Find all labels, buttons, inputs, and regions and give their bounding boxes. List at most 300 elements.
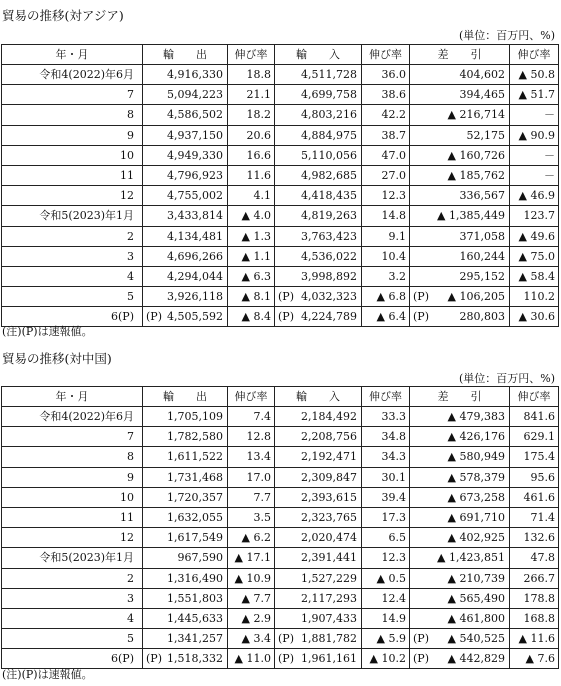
imports-prelim-mark bbox=[275, 487, 292, 507]
balance-growth: ▲ 58.4 bbox=[510, 266, 559, 286]
balance-value: ▲ 461,800 bbox=[427, 608, 510, 628]
imports-value: 4,511,728 bbox=[292, 65, 362, 85]
header-imports-growth: 伸び率 bbox=[362, 45, 410, 65]
balance-value: ▲ 185,762 bbox=[427, 165, 510, 185]
exports-prelim-mark bbox=[143, 447, 160, 467]
balance-value: 295,152 bbox=[427, 266, 510, 286]
imports-value: 4,699,758 bbox=[292, 85, 362, 105]
imports-growth: 34.3 bbox=[362, 447, 410, 467]
imports-value: 4,884,975 bbox=[292, 125, 362, 145]
row-period: 令和5(2023)年1月 bbox=[2, 548, 143, 568]
exports-value: 4,586,502 bbox=[160, 105, 228, 125]
exports-value: 967,590 bbox=[160, 548, 228, 568]
imports-value: 4,224,789 bbox=[292, 307, 362, 327]
imports-growth: ▲ 5.9 bbox=[362, 629, 410, 649]
row-period: 7 bbox=[2, 85, 143, 105]
exports-prelim-mark bbox=[143, 246, 160, 266]
balance-value: 336,567 bbox=[427, 186, 510, 206]
exports-value: 4,937,150 bbox=[160, 125, 228, 145]
exports-value: 1,720,357 bbox=[160, 487, 228, 507]
imports-value: 4,032,323 bbox=[292, 287, 362, 307]
imports-value: 3,763,423 bbox=[292, 226, 362, 246]
imports-growth: 3.2 bbox=[362, 266, 410, 286]
exports-value: 4,505,592 bbox=[160, 307, 228, 327]
balance-growth: 95.6 bbox=[510, 467, 559, 487]
imports-growth: 6.5 bbox=[362, 528, 410, 548]
balance-value: 394,465 bbox=[427, 85, 510, 105]
row-period: 令和4(2022)年6月 bbox=[2, 65, 143, 85]
imports-growth: ▲ 6.4 bbox=[362, 307, 410, 327]
china-table-body bbox=[2, 407, 559, 669]
balance-value: ▲ 106,205 bbox=[427, 287, 510, 307]
asia-title: 貿易の推移(対アジア) bbox=[2, 8, 124, 23]
exports-prelim-mark: (P) bbox=[143, 649, 160, 669]
table-row bbox=[2, 467, 559, 487]
header-imports-growth: 伸び率 bbox=[362, 387, 410, 407]
header-row bbox=[2, 387, 559, 407]
imports-prelim-mark: (P) bbox=[275, 649, 292, 669]
balance-value: ▲ 426,176 bbox=[427, 427, 510, 447]
table-row bbox=[2, 608, 559, 628]
imports-growth: ▲ 6.8 bbox=[362, 287, 410, 307]
imports-prelim-mark bbox=[275, 226, 292, 246]
balance-growth: ▲ 46.9 bbox=[510, 186, 559, 206]
exports-growth: ▲ 8.4 bbox=[228, 307, 275, 327]
exports-prelim-mark bbox=[143, 528, 160, 548]
exports-growth: ▲ 11.0 bbox=[228, 649, 275, 669]
row-period: 5 bbox=[2, 629, 143, 649]
balance-value: ▲ 442,829 bbox=[427, 649, 510, 669]
exports-value: 4,134,481 bbox=[160, 226, 228, 246]
table-row bbox=[2, 65, 559, 85]
balance-prelim-mark: (P) bbox=[410, 629, 427, 649]
balance-growth: ▲ 75.0 bbox=[510, 246, 559, 266]
exports-value: 1,731,468 bbox=[160, 467, 228, 487]
balance-growth: － bbox=[510, 165, 559, 185]
exports-prelim-mark bbox=[143, 186, 160, 206]
balance-value: ▲ 479,383 bbox=[427, 407, 510, 427]
imports-value: 4,803,216 bbox=[292, 105, 362, 125]
imports-growth: ▲ 10.2 bbox=[362, 649, 410, 669]
imports-value: 1,907,433 bbox=[292, 608, 362, 628]
exports-value: 1,445,633 bbox=[160, 608, 228, 628]
exports-prelim-mark bbox=[143, 588, 160, 608]
row-period: 11 bbox=[2, 165, 143, 185]
table-row bbox=[2, 629, 559, 649]
imports-value: 1,961,161 bbox=[292, 649, 362, 669]
balance-prelim-mark bbox=[410, 588, 427, 608]
balance-prelim-mark bbox=[410, 528, 427, 548]
imports-prelim-mark bbox=[275, 266, 292, 286]
exports-growth: 18.2 bbox=[228, 105, 275, 125]
exports-prelim-mark bbox=[143, 287, 160, 307]
exports-growth: ▲ 17.1 bbox=[228, 548, 275, 568]
row-period: 2 bbox=[2, 226, 143, 246]
imports-growth: 9.1 bbox=[362, 226, 410, 246]
table-row bbox=[2, 528, 559, 548]
imports-value: 2,208,756 bbox=[292, 427, 362, 447]
imports-growth: 17.3 bbox=[362, 507, 410, 527]
table-row bbox=[2, 447, 559, 467]
imports-growth: 27.0 bbox=[362, 165, 410, 185]
table-row bbox=[2, 266, 559, 286]
balance-growth: ▲ 90.9 bbox=[510, 125, 559, 145]
imports-prelim-mark bbox=[275, 246, 292, 266]
table-row bbox=[2, 105, 559, 125]
row-period: 7 bbox=[2, 427, 143, 447]
exports-value: 4,696,266 bbox=[160, 246, 228, 266]
imports-prelim-mark bbox=[275, 528, 292, 548]
row-period: 2 bbox=[2, 568, 143, 588]
table-row bbox=[2, 226, 559, 246]
balance-prelim-mark bbox=[410, 105, 427, 125]
imports-value: 3,998,892 bbox=[292, 266, 362, 286]
exports-growth: 7.7 bbox=[228, 487, 275, 507]
asia-table-body bbox=[2, 65, 559, 327]
imports-growth: 42.2 bbox=[362, 105, 410, 125]
exports-growth: 20.6 bbox=[228, 125, 275, 145]
balance-prelim-mark bbox=[410, 467, 427, 487]
exports-growth: 13.4 bbox=[228, 447, 275, 467]
balance-value: ▲ 540,525 bbox=[427, 629, 510, 649]
balance-growth: 71.4 bbox=[510, 507, 559, 527]
row-period: 8 bbox=[2, 447, 143, 467]
balance-value: 52,175 bbox=[427, 125, 510, 145]
exports-value: 1,518,332 bbox=[160, 649, 228, 669]
exports-growth: 4.1 bbox=[228, 186, 275, 206]
exports-growth: ▲ 10.9 bbox=[228, 568, 275, 588]
imports-prelim-mark bbox=[275, 608, 292, 628]
balance-prelim-mark bbox=[410, 165, 427, 185]
balance-value: 160,244 bbox=[427, 246, 510, 266]
imports-growth: 10.4 bbox=[362, 246, 410, 266]
imports-prelim-mark bbox=[275, 145, 292, 165]
balance-value: 404,602 bbox=[427, 65, 510, 85]
exports-prelim-mark bbox=[143, 467, 160, 487]
exports-growth: ▲ 6.2 bbox=[228, 528, 275, 548]
row-period: 3 bbox=[2, 588, 143, 608]
imports-value: 1,527,229 bbox=[292, 568, 362, 588]
header-row bbox=[2, 45, 559, 65]
table-row bbox=[2, 568, 559, 588]
exports-growth: ▲ 3.4 bbox=[228, 629, 275, 649]
exports-prelim-mark bbox=[143, 145, 160, 165]
imports-prelim-mark bbox=[275, 467, 292, 487]
imports-value: 2,393,615 bbox=[292, 487, 362, 507]
header-imports: 輸 入 bbox=[275, 45, 362, 65]
exports-value: 1,705,109 bbox=[160, 407, 228, 427]
exports-growth: ▲ 2.9 bbox=[228, 608, 275, 628]
exports-value: 1,551,803 bbox=[160, 588, 228, 608]
table-row bbox=[2, 487, 559, 507]
exports-value: 4,916,330 bbox=[160, 65, 228, 85]
table-row bbox=[2, 125, 559, 145]
row-period: 9 bbox=[2, 467, 143, 487]
header-balance: 差 引 bbox=[410, 45, 510, 65]
header-balance-growth: 伸び率 bbox=[510, 387, 559, 407]
row-period: 令和4(2022)年6月 bbox=[2, 407, 143, 427]
exports-prelim-mark bbox=[143, 125, 160, 145]
header-exports-growth: 伸び率 bbox=[228, 45, 275, 65]
balance-prelim-mark bbox=[410, 487, 427, 507]
row-period: 11 bbox=[2, 507, 143, 527]
exports-prelim-mark bbox=[143, 105, 160, 125]
balance-prelim-mark bbox=[410, 246, 427, 266]
exports-prelim-mark bbox=[143, 507, 160, 527]
imports-growth: ▲ 0.5 bbox=[362, 568, 410, 588]
imports-value: 2,184,492 bbox=[292, 407, 362, 427]
exports-growth: 3.5 bbox=[228, 507, 275, 527]
balance-growth: 110.2 bbox=[510, 287, 559, 307]
imports-growth: 33.3 bbox=[362, 407, 410, 427]
exports-value: 4,755,002 bbox=[160, 186, 228, 206]
table-row bbox=[2, 186, 559, 206]
row-period: 3 bbox=[2, 246, 143, 266]
balance-prelim-mark bbox=[410, 608, 427, 628]
balance-value: ▲ 691,710 bbox=[427, 507, 510, 527]
balance-value: 280,803 bbox=[427, 307, 510, 327]
exports-growth: 21.1 bbox=[228, 85, 275, 105]
balance-value: ▲ 565,490 bbox=[427, 588, 510, 608]
imports-prelim-mark bbox=[275, 105, 292, 125]
balance-growth: ▲ 30.6 bbox=[510, 307, 559, 327]
balance-growth: 168.8 bbox=[510, 608, 559, 628]
exports-prelim-mark bbox=[143, 487, 160, 507]
table-row bbox=[2, 548, 559, 568]
imports-growth: 34.8 bbox=[362, 427, 410, 447]
balance-prelim-mark bbox=[410, 206, 427, 226]
balance-growth: 266.7 bbox=[510, 568, 559, 588]
balance-prelim-mark: (P) bbox=[410, 649, 427, 669]
balance-growth: 178.8 bbox=[510, 588, 559, 608]
row-period: 5 bbox=[2, 287, 143, 307]
imports-value: 4,819,263 bbox=[292, 206, 362, 226]
exports-growth: ▲ 4.0 bbox=[228, 206, 275, 226]
balance-growth: － bbox=[510, 145, 559, 165]
imports-growth: 14.8 bbox=[362, 206, 410, 226]
header-period: 年・月 bbox=[2, 45, 143, 65]
exports-prelim-mark bbox=[143, 407, 160, 427]
imports-prelim-mark: (P) bbox=[275, 287, 292, 307]
exports-value: 3,926,118 bbox=[160, 287, 228, 307]
exports-growth: 18.8 bbox=[228, 65, 275, 85]
balance-prelim-mark bbox=[410, 226, 427, 246]
balance-growth: ▲ 11.6 bbox=[510, 629, 559, 649]
exports-value: 4,796,923 bbox=[160, 165, 228, 185]
header-balance-growth: 伸び率 bbox=[510, 45, 559, 65]
exports-growth: 16.6 bbox=[228, 145, 275, 165]
exports-prelim-mark bbox=[143, 165, 160, 185]
balance-growth: 175.4 bbox=[510, 447, 559, 467]
balance-growth: 461.6 bbox=[510, 487, 559, 507]
balance-prelim-mark bbox=[410, 447, 427, 467]
balance-growth: 123.7 bbox=[510, 206, 559, 226]
imports-prelim-mark bbox=[275, 125, 292, 145]
exports-prelim-mark bbox=[143, 206, 160, 226]
imports-prelim-mark bbox=[275, 548, 292, 568]
exports-value: 1,341,257 bbox=[160, 629, 228, 649]
balance-prelim-mark bbox=[410, 427, 427, 447]
balance-growth: 629.1 bbox=[510, 427, 559, 447]
row-period: 12 bbox=[2, 186, 143, 206]
table-row bbox=[2, 287, 559, 307]
imports-value: 5,110,056 bbox=[292, 145, 362, 165]
balance-prelim-mark bbox=[410, 65, 427, 85]
imports-prelim-mark bbox=[275, 85, 292, 105]
balance-growth: 841.6 bbox=[510, 407, 559, 427]
row-period: 12 bbox=[2, 528, 143, 548]
exports-prelim-mark: (P) bbox=[143, 307, 160, 327]
imports-growth: 38.6 bbox=[362, 85, 410, 105]
balance-growth: ▲ 50.8 bbox=[510, 65, 559, 85]
balance-growth: ▲ 7.6 bbox=[510, 649, 559, 669]
table-row bbox=[2, 145, 559, 165]
balance-prelim-mark bbox=[410, 125, 427, 145]
balance-prelim-mark bbox=[410, 266, 427, 286]
imports-growth: 39.4 bbox=[362, 487, 410, 507]
balance-prelim-mark: (P) bbox=[410, 307, 427, 327]
header-exports-growth: 伸び率 bbox=[228, 387, 275, 407]
balance-value: ▲ 216,714 bbox=[427, 105, 510, 125]
exports-value: 4,294,044 bbox=[160, 266, 228, 286]
china-trade-table bbox=[1, 386, 559, 669]
balance-value: ▲ 210,739 bbox=[427, 568, 510, 588]
exports-growth: 11.6 bbox=[228, 165, 275, 185]
exports-prelim-mark bbox=[143, 266, 160, 286]
table-row bbox=[2, 246, 559, 266]
exports-prelim-mark bbox=[143, 65, 160, 85]
imports-prelim-mark: (P) bbox=[275, 629, 292, 649]
exports-growth: ▲ 8.1 bbox=[228, 287, 275, 307]
row-period: 6(P) bbox=[2, 649, 143, 669]
balance-prelim-mark bbox=[410, 548, 427, 568]
exports-value: 5,094,223 bbox=[160, 85, 228, 105]
asia-trade-table bbox=[1, 44, 559, 327]
row-period: 10 bbox=[2, 487, 143, 507]
imports-growth: 47.0 bbox=[362, 145, 410, 165]
row-period: 6(P) bbox=[2, 307, 143, 327]
exports-growth: 7.4 bbox=[228, 407, 275, 427]
header-exports: 輸 出 bbox=[143, 387, 228, 407]
imports-value: 2,391,441 bbox=[292, 548, 362, 568]
exports-value: 1,316,490 bbox=[160, 568, 228, 588]
row-period: 4 bbox=[2, 608, 143, 628]
table-row bbox=[2, 588, 559, 608]
imports-growth: 14.9 bbox=[362, 608, 410, 628]
balance-prelim-mark: (P) bbox=[410, 287, 427, 307]
table-row bbox=[2, 427, 559, 447]
china-title: 貿易の推移(対中国) bbox=[2, 351, 112, 366]
balance-value: 371,058 bbox=[427, 226, 510, 246]
asia-unit: (単位：百万円、%) bbox=[458, 29, 555, 42]
row-period: 令和5(2023)年1月 bbox=[2, 206, 143, 226]
imports-prelim-mark bbox=[275, 407, 292, 427]
exports-value: 1,782,580 bbox=[160, 427, 228, 447]
header-period: 年・月 bbox=[2, 387, 143, 407]
imports-value: 4,418,435 bbox=[292, 186, 362, 206]
table-row bbox=[2, 407, 559, 427]
imports-prelim-mark: (P) bbox=[275, 307, 292, 327]
exports-prelim-mark bbox=[143, 608, 160, 628]
exports-prelim-mark bbox=[143, 568, 160, 588]
exports-value: 3,433,814 bbox=[160, 206, 228, 226]
balance-growth: ▲ 49.6 bbox=[510, 226, 559, 246]
row-period: 9 bbox=[2, 125, 143, 145]
balance-growth: ▲ 51.7 bbox=[510, 85, 559, 105]
exports-value: 1,611,522 bbox=[160, 447, 228, 467]
imports-value: 2,192,471 bbox=[292, 447, 362, 467]
balance-prelim-mark bbox=[410, 568, 427, 588]
row-period: 8 bbox=[2, 105, 143, 125]
imports-value: 2,117,293 bbox=[292, 588, 362, 608]
balance-value: ▲ 578,379 bbox=[427, 467, 510, 487]
table-row bbox=[2, 206, 559, 226]
balance-prelim-mark bbox=[410, 186, 427, 206]
balance-value: ▲ 1,385,449 bbox=[427, 206, 510, 226]
table-row bbox=[2, 85, 559, 105]
exports-growth: ▲ 1.1 bbox=[228, 246, 275, 266]
exports-growth: ▲ 7.7 bbox=[228, 588, 275, 608]
balance-prelim-mark bbox=[410, 507, 427, 527]
header-balance: 差 引 bbox=[410, 387, 510, 407]
table-row bbox=[2, 507, 559, 527]
exports-growth: ▲ 6.3 bbox=[228, 266, 275, 286]
imports-value: 4,536,022 bbox=[292, 246, 362, 266]
imports-value: 2,020,474 bbox=[292, 528, 362, 548]
imports-growth: 12.3 bbox=[362, 186, 410, 206]
balance-value: ▲ 1,423,851 bbox=[427, 548, 510, 568]
imports-growth: 38.7 bbox=[362, 125, 410, 145]
imports-prelim-mark bbox=[275, 427, 292, 447]
balance-value: ▲ 580,949 bbox=[427, 447, 510, 467]
balance-growth: 132.6 bbox=[510, 528, 559, 548]
imports-prelim-mark bbox=[275, 588, 292, 608]
balance-prelim-mark bbox=[410, 85, 427, 105]
imports-prelim-mark bbox=[275, 507, 292, 527]
imports-value: 2,309,847 bbox=[292, 467, 362, 487]
row-period: 10 bbox=[2, 145, 143, 165]
balance-value: ▲ 402,925 bbox=[427, 528, 510, 548]
table-row bbox=[2, 165, 559, 185]
exports-value: 1,632,055 bbox=[160, 507, 228, 527]
imports-value: 2,323,765 bbox=[292, 507, 362, 527]
exports-prelim-mark bbox=[143, 85, 160, 105]
imports-value: 1,881,782 bbox=[292, 629, 362, 649]
header-imports: 輸 入 bbox=[275, 387, 362, 407]
header-exports: 輸 出 bbox=[143, 45, 228, 65]
china-note: (注)(P)は速報値。 bbox=[2, 668, 93, 681]
imports-growth: 12.3 bbox=[362, 548, 410, 568]
asia-note: (注)(P)は速報値。 bbox=[2, 325, 93, 338]
imports-prelim-mark bbox=[275, 447, 292, 467]
balance-prelim-mark bbox=[410, 407, 427, 427]
exports-growth: ▲ 1.3 bbox=[228, 226, 275, 246]
imports-growth: 12.4 bbox=[362, 588, 410, 608]
exports-prelim-mark bbox=[143, 226, 160, 246]
balance-prelim-mark bbox=[410, 145, 427, 165]
china-unit: (単位：百万円、%) bbox=[458, 372, 555, 385]
imports-prelim-mark bbox=[275, 568, 292, 588]
exports-prelim-mark bbox=[143, 629, 160, 649]
imports-prelim-mark bbox=[275, 65, 292, 85]
imports-prelim-mark bbox=[275, 206, 292, 226]
exports-prelim-mark bbox=[143, 548, 160, 568]
exports-growth: 17.0 bbox=[228, 467, 275, 487]
balance-value: ▲ 160,726 bbox=[427, 145, 510, 165]
row-period: 4 bbox=[2, 266, 143, 286]
imports-growth: 36.0 bbox=[362, 65, 410, 85]
imports-prelim-mark bbox=[275, 165, 292, 185]
